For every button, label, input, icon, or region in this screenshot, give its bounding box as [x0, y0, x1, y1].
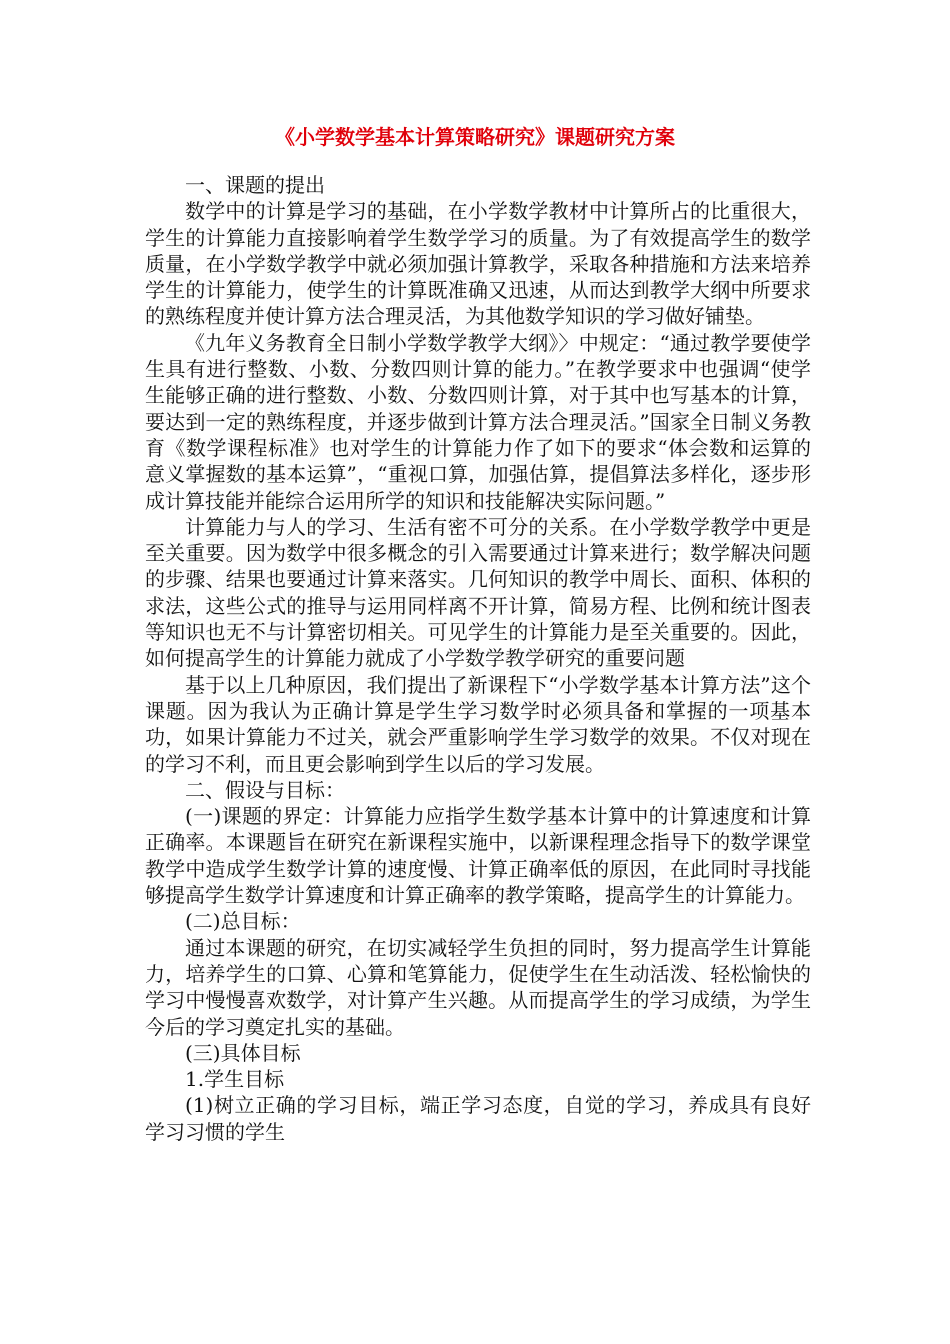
- paragraph: 《九年义务教育全日制小学数学教学大纲》〉中规定：“通过教学要使学生具有进行整数、小数、分数四则计算的能力。”在教学要求中也强调“使学生能够正确的进行整数、小数、分数四则计算，对于其中也写基本的计算，要达到一定的熟练程度，并逐步做到计算方法合理灵活。”国家全日制义务教育《数学课程标准》也对学生的计算能力作了如下的要求“体会数和运算的意义掌握数的基本运算”，“重视口算，加强估算，提倡算法多样化，逐步形成计算技能并能综合运用所学的知识和技能解决实际问题。”: [145, 330, 811, 513]
- heading-student-goals: 1.学生目标: [185, 1067, 285, 1092]
- paragraph: 通过本课题的研究，在切实减轻学生负担的同时，努力提高学生计算能力，培养学生的口算、心算和笔算能力，促使学生在生动活泼、轻松愉快的学习中慢慢喜欢数学，对计算产生兴趣。从而提高学生的学习成绩，为学生今后的学习奠定扎实的基础。: [145, 935, 811, 1039]
- paragraph: 数学中的计算是学习的基础，在小学数学教材中计算所占的比重很大，学生的计算能力直接影响着学生数学学习的质量。为了有效提高学生的数学质量，在小学数学教学中就必须加强计算教学，采取各种措施和方法来培养学生的计算能力，使学生的计算既准确又迅速，从而达到教学大纲中所要求的熟练程度并使计算方法合理灵活，为其他数学知识的学习做好铺垫。: [145, 199, 811, 329]
- paragraph: 基于以上几种原因，我们提出了新课程下“小学数学基本计算方法”这个课题。因为我认为正确计算是学生学习数学时必须具备和掌握的一项基本功，如果计算能力不过关，就会严重影响学生学习数学的效果。不仅对现在的学习不利，而且更会影响到学生以后的学习发展。: [145, 672, 811, 776]
- paragraph: (1)树立正确的学习目标，端正学习态度，自觉的学习，养成具有良好学习习惯的学生: [145, 1093, 811, 1144]
- heading-section-2: 二、假设与目标：: [185, 777, 345, 802]
- document-body: [145, 172, 811, 1145]
- heading-general-goal: (二)总目标：: [185, 909, 301, 934]
- heading-specific-goals: (三)具体目标: [185, 1040, 301, 1065]
- paragraph: (一)课题的界定：计算能力应指学生数学基本计算中的计算速度和计算正确率。本课题旨在研究在新课程实施中，以新课程理念指导下的数学课堂教学中造成学生数学计算的速度慢、计算正确率低的原因，在此同时寻找能够提高学生数学计算速度和计算正确率的教学策略，提高学生的计算能力。: [145, 804, 811, 908]
- heading-section-1: 一、课题的提出: [185, 173, 325, 197]
- paragraph: 计算能力与人的学习、生活有密不可分的关系。在小学数学教学中更是至关重要。因为数学中很多概念的引入需要通过计算来进行；数学解决问题的步骤、结果也要通过计算来落实。几何知识的教学中周长、面积、体积的求法，这些公式的推导与运用同样离不开计算，简易方程、比例和统计图表等知识也无不与计算密切相关。可见学生的计算能力是至关重要的。因此，如何提高学生的计算能力就成了小学数学教学研究的重要问题: [145, 514, 811, 671]
- document-title: 《小学数学基本计算策略研究》课题研究方案: [275, 125, 675, 149]
